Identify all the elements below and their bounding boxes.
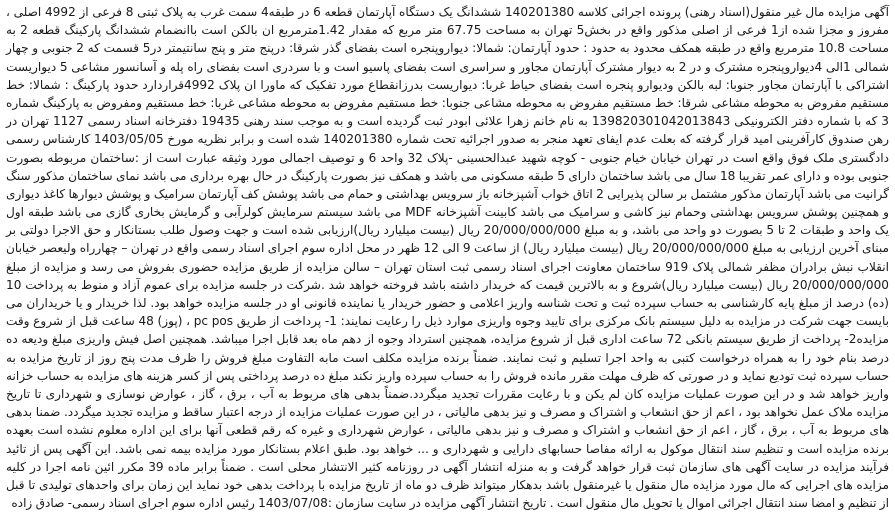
- auction-notice-text: آگهی مزایده مال غیر منقول(اسناد رهنی) پرونده اجرائی کلاسه 140201380 ششدانگ یک دستگاه آپارتمان قطعه 6 در طبقه4 سمت غرب به پلاک ثبتی 8 فرعی از 4992 اصلی ، مفروز و مجزا شده از1 فرعی از اصلی مذکور واقع در بخش5 تهران به مساحت 67.75 متر مربع که مقدار 1.42مترمربع ان بالکن است باانضمام ششدانگ پارکینگ قطعه 2 به مساحت 10.8 مترمربع واقع در طبقه همکف محدود به حدود : حدود آپارتمان: شمالا: دیواروپنجره است بفضای گذر شرقا: درپنج متر و پنج سانتیمتر در5 قسمت که 2 جنوبی و چهار شمالی 1الی 4دیواروپنجره مشترک و در 2 به دیوار مشترک آپارتمان مجاور و سراسری است بفضای پاسیو است و با سردری است بفضای راه پله و آسانسور مشاعی 5 دیواریست اشتراکی با آپارتمان مجاور جنوبا: لبه بالکن ودیوارو پنجره است بفضای حیاط غربا: دیواریست بدرزانقطاع مورد تفکیک که ماورا ان پلاک 4992قراردارد حدود پارکینگ : شمالا: خط مستقیم مفروض به محوطه مشاعی شرقا: خط مستقیم مفروض به محوطه مشاعی جنوبا: خط مستقیم مفروض به محوطه مشاعی غربا: خط مستقیم ومفروض به پارکینگ شماره 3 که با شماره دفتر الکترونیکی 139820301042013843 به نام خانم زهرا علائی ابودر ثبت گردیده است و به موجب سند رهنی 19435 دفترخانه اسناد رسمی 1127 تهران در رهن صندوق کارآفرینی امید قرار گرفته که بعلت عدم ایفای تعهد منجر به صدور اجرائیه تحت شماره 140201380 شده است و برابر نظریه مورخ 1403/05/05 کارشناس رسمی دادگستری ملک فوق واقع است در تهران خیابان خیام جنوبی - کوچه شهید عبدالحسینی -پلاک 32 واحد 6 و توصیف اجمالی مورد وثیقه عبارت است از :ساختمان مربوطه بصورت جنوبی بوده و دارای عمر تقریبا 18 سال می باشد ساختمان دارای 5 طبقه مسکونی می باشد و همکف نیز بصورت پارکینگ در حال بهره برداری می باشد نمای ساختمان مذکور سنگ گرانیت می باشد آپارتمان مذکور مشتمل بر سالن پذیرایی 2 اتاق خواب آشپزخانه باز سرویس بهداشتی و حمام می باشد پوشش کف آپارتمان سرامیک و پوشش دیوارها کاغذ دیواری و همچنین پوشش سرویس بهداشتی وحمام نیز کاشی و سرامیک می باشد کابینت آشپزخانه MDF می باشد سیستم سرمایش کولرآبی و گرمایش بخاری گازی می باشد طبقه اول یک واحد و طبقات 2 تا 5 بصورت دو واحد می باشد، و به مبلغ 20/000/000/000 ریال (بیست میلیارد ریال)ارزیابی شده است و جهت وصول طلب بستانکار و حق الاجرا دولتی بر مبنای آخرین ارزیابی به مبلغ 20/000/000/000 ریال (بیست میلیارد ریال) از ساعت 9 الی 12 ظهر در محل اداره سوم اجرای اسناد رسمی واقع در تهران – چهارراه ولیعصر خیابان انقلاب نبش برادران مظفر شمالی پلاک 919 ساختمان معاونت اجرای اسناد رسمی ثبت استان تهران – سالن مزایده از طریق مزایده حضوری بفروش می رسد و مزایده از مبلغ 20/000/000/000 ریال (بیست میلیارد ریال)شروع و به بالاترین قیمت که خریدار داشته باشد فروخته خواهد شد .شرکت در جلسه مزایده برای عموم آزاد و منوط به پرداخت 10 (ده) درصد از مبلغ پایه کارشناسی به حساب سپرده ثبت و تحت شناسه واریز اعلامی و حضور خریدار یا نماینده قانونی او در جلسه مزایده خواهد بود. لذا خریدار و یا خریداران می بایست جهت شرکت در مزایده به دلیل سیستم بانک مرکزی برای تایید وجوه واریزی موارد ذیل را رعایت نمایند: 1- پرداخت از طریق pc pos ، (پوز) 48 ساعت قبل از شروع وقت مزایده2- پرداخت از طریق سیستم بانکی 72 ساعت اداری قبل از شروع مزایده، همچنین استرداد وجوه از دهم ماه بعد قابل اجرا میباشد. همچنین اصل فیش واریزی مبلغ ودیعه ده درصد بنام خود را به همراه درخواست کتبی به واحد اجرا تسلیم و ثبت نمایند. ضمناً برنده مزایده مکلف است مابه التفاوت مبلغ فروش را ظرف مدت پنج روز از تاریخ مزایده به حساب سپرده ثبت توديع نمايد و در صورتی که ظرف مهلت مقرر مانده فروش را به حساب سپرده واریز نکند مبلغ ده درصد پرداختی پس از کسر هزینه های مزایده به حساب خزانه واریز خواهد شد و در این صورت عملیات مزایده کان لم یکن و با رعایت مقررات تجدید میگردد.ضمناً بدهی های مربوط به آب ، برق ، گاز ، عوارض نوسازی و شهرداری تا تاریخ مزایده ملاک عمل نخواهد بود ، اعم از حق انشعاب و اشتراک و مصرف و نیز بدهی مالیاتی ، در این صورت عملیات مزایده از درجه اعتبار ساقط و مزایده تجدید میگردد. ضمنا بدهی های مربوط به آب ، برق ، گاز ، اعم از حق انشعاب و اشتراک و مصرف و نیز بدهی مالیاتی ، عوارض شهرداری و غیره که رقم قطعی آنها برای این اداره معلوم نشده است بعهده برنده مزایده است و تنظیم سند انتقال موکول به ارائه مفاصا حسابهای دارایی و شهرداری و ... خواهد بود. طبق اعلام بستانکار مورد مزایده بیمه نمی باشد. این آگهی پس از تائید فرآیند مزایده در سایت آگهی های سازمان ثبت قرار خواهد گرفت و به منزله انتشار آگهی در روزنامه کثیر الانتشار محلی است . ضمناً برابر ماده 39 مکرر ائین نامه اجرا در کلیه مزایده های اجرایی که مال مورد مزایده مال منقول یا غیرمنقول باشد بدهکار میتواند ظرف دو ماه از تاریخ مزایده با پرداخت بدهی خود نماید این زمان برای واحدهای تولیدی تا قبل از تنظیم و امضا سند انتقال اجرائی اموال یا تحویل مال منقول است . تاریخ انتشار آگهی مزایده در سایت سازمان :1403/07/08 رئیس اداره سوم اجرای اسناد رسمی- صادق زاده: [6, 5, 890, 511]
